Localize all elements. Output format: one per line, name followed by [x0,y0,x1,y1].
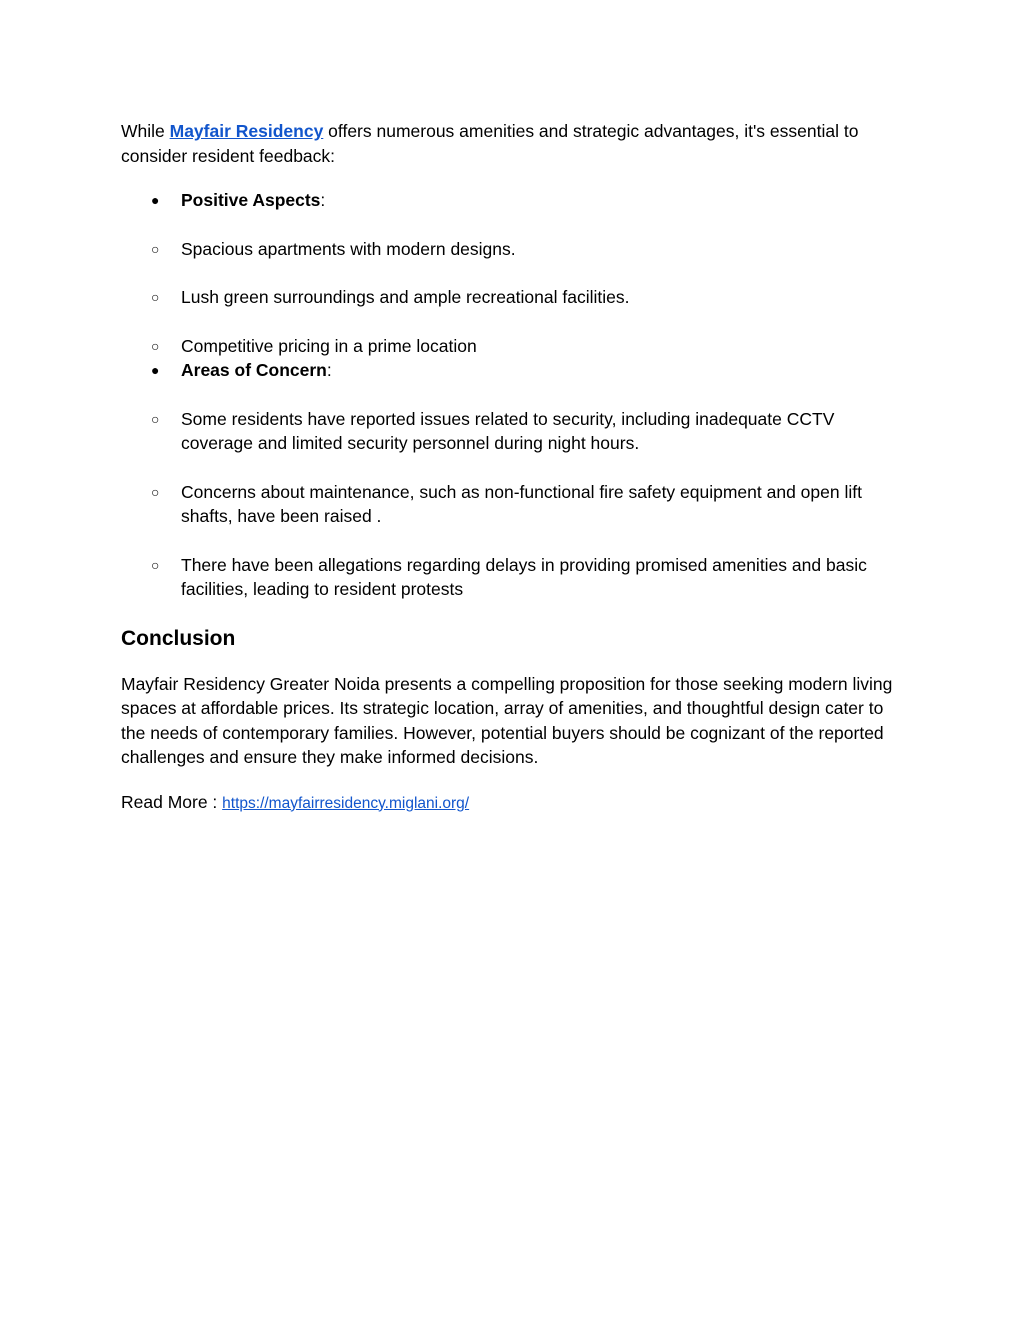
list-item [121,237,911,262]
conclusion-paragraph: Mayfair Residency Greater Noida presents a compelling proposition for those seeking modern living spaces at affordable prices. Its strategic location, array of amenities, and thoughtful design cater to the needs of contemporary families. However, potential buyers should be cognizant of the reported challenges and ensure they make informed decisions. [121,673,893,767]
list-item-text: There have been allegations regarding delays in providing promised amenities and basic facilities, leading to resident protests [181,554,867,599]
conclusion-heading: Conclusion [121,626,236,650]
list-item [121,407,911,456]
list-item [121,285,911,310]
section-colon: : [326,360,332,380]
areas-of-concern-sublist [121,407,911,602]
hollow-bullet-icon: ○ [151,410,160,427]
hollow-bullet-icon: ○ [151,240,160,257]
document-page [121,119,911,816]
filled-bullet-icon: ● [151,192,160,208]
intro-prefix: While [121,121,170,141]
read-more-label: Read More : [121,791,223,812]
feedback-list [121,188,911,602]
list-item [121,553,911,602]
list-item-areas-of-concern [121,358,911,383]
hollow-bullet-icon: ○ [151,289,160,305]
list-item-text: Lush green surroundings and ample recreational facilities. [181,287,630,307]
list-item-text: Spacious apartments with modern designs. [181,238,516,259]
read-more-link[interactable]: https://mayfairresidency.miglani.org/ [222,794,470,812]
list-item-text: Competitive pricing in a prime location [181,335,477,356]
section-label: Areas of Concern [181,360,327,380]
sublist-container [121,407,911,602]
positive-aspects-sublist [121,237,911,359]
list-item-text: Some residents have reported issues related to security, including inadequate CCTV coverage and limited security personnel during night hours. [181,408,835,453]
sublist-container [121,237,911,359]
hollow-bullet-icon: ○ [151,337,160,354]
list-item [121,334,911,359]
read-more-line [121,790,911,817]
section-label: Positive Aspects [181,190,321,210]
section-colon: : [320,190,326,210]
hollow-bullet-icon: ○ [151,556,160,573]
hollow-bullet-icon: ○ [151,483,160,500]
list-item-positive-aspects [121,188,911,213]
intro-paragraph [121,119,911,168]
mayfair-residency-link[interactable]: Mayfair Residency [169,121,324,141]
list-item-text: Concerns about maintenance, such as non-functional fire safety equipment and open lift shafts, have been raised . [181,481,862,526]
filled-bullet-icon: ● [151,362,160,378]
intro-suffix: offers numerous amenities and strategic advantages, it's essential to consider resident feedback: [121,121,859,166]
list-item [121,480,911,529]
